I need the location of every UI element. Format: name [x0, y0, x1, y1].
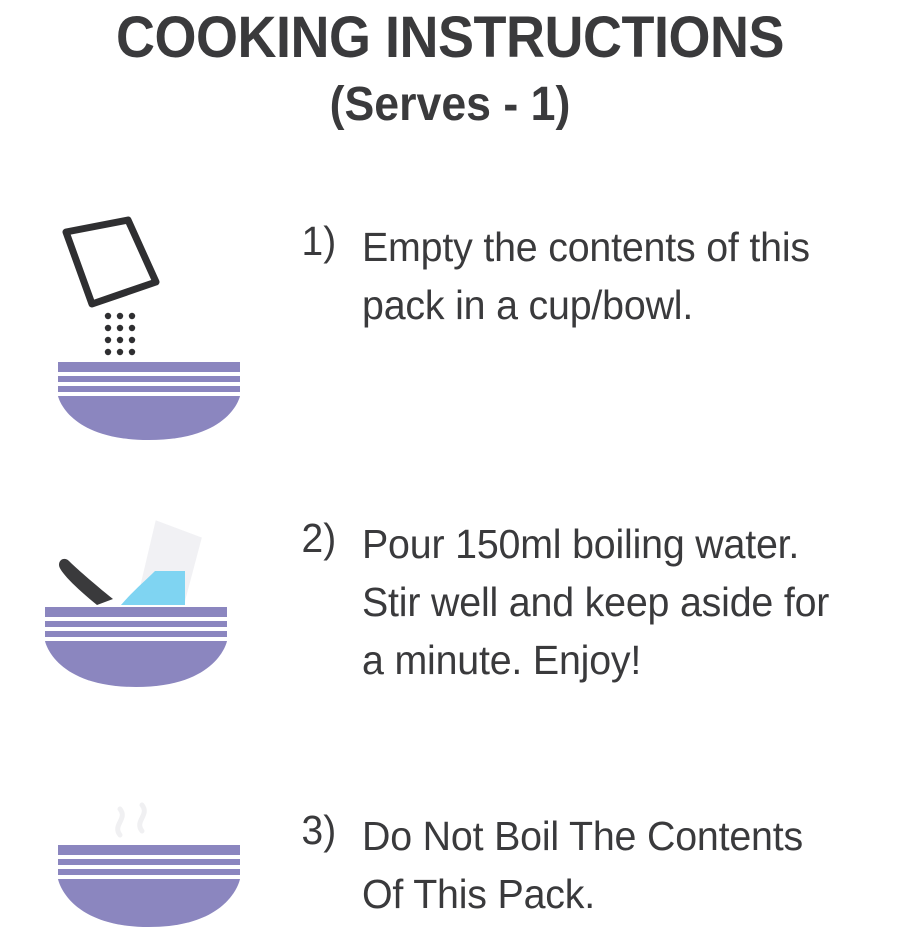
step-text: Do Not Boil The Contents Of This Pack. — [362, 813, 803, 918]
step-2-illustration — [0, 451, 300, 699]
step-item — [0, 451, 900, 751]
step-1-body — [300, 196, 900, 334]
step-item — [0, 751, 900, 941]
page-subtitle: (Serves - 1) — [329, 77, 571, 131]
step-text: Empty the contents of this pack in a cup/bowl. — [362, 224, 810, 329]
header — [0, 0, 900, 132]
steps-list — [0, 196, 900, 941]
step-1-illustration — [0, 196, 300, 444]
steaming-bowl-icon — [50, 801, 250, 941]
step-2-body — [300, 451, 900, 690]
pouring-sachet-into-bowl-icon — [50, 214, 250, 444]
step-3-illustration — [0, 751, 300, 941]
step-3-body — [300, 751, 900, 923]
pouring-water-into-bowl-with-spoon-icon — [35, 509, 265, 699]
page-title: COOKING INSTRUCTIONS — [116, 5, 784, 70]
step-text: Pour 150ml boiling water. Stir well and keep aside for a minute. Enjoy! — [362, 521, 830, 684]
step-number: 3) — [301, 807, 337, 853]
step-item — [0, 196, 900, 451]
step-number: 2) — [301, 515, 337, 561]
step-number: 1) — [301, 218, 337, 264]
